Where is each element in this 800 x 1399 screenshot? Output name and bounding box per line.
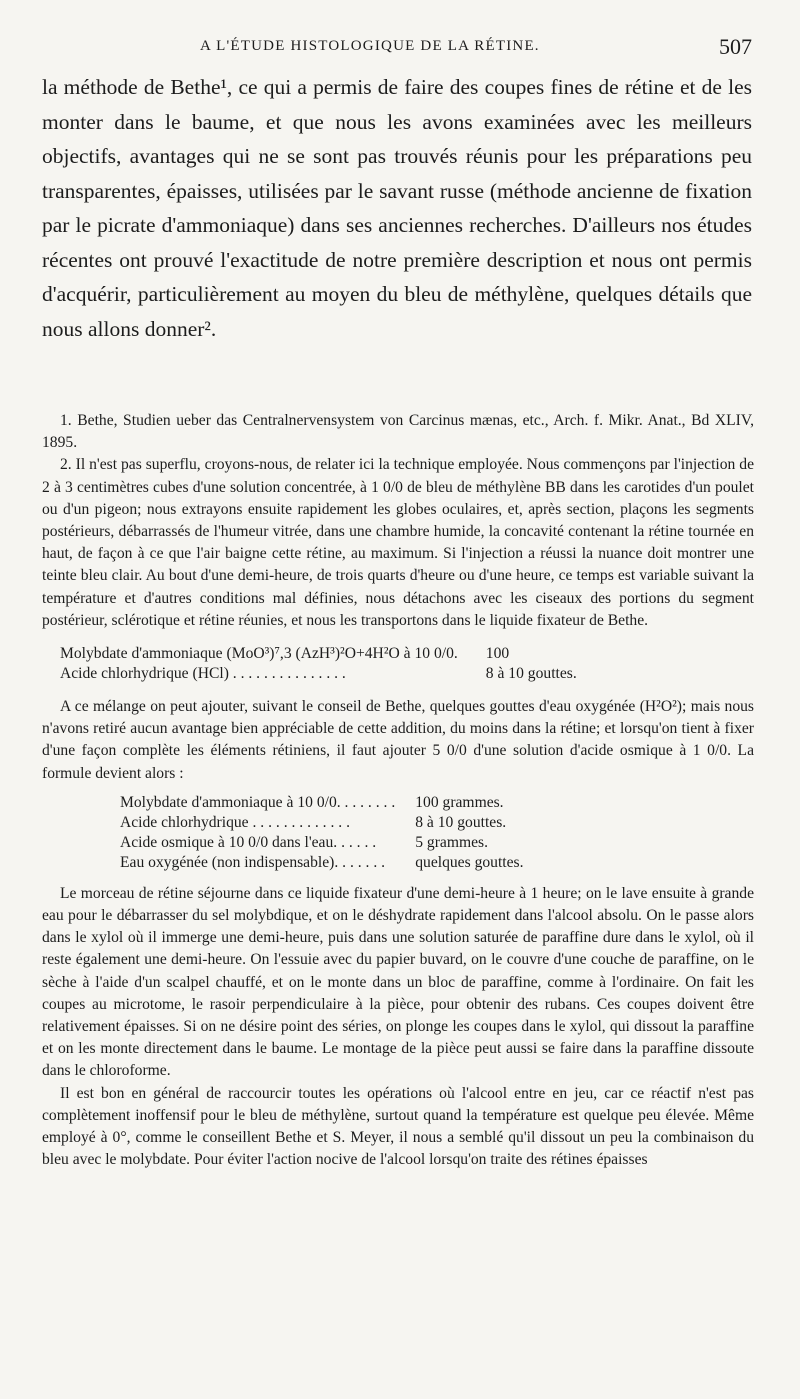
recipe-row xyxy=(120,813,524,833)
recipe-qty: 5 grammes. xyxy=(415,833,488,851)
footnotes xyxy=(42,410,754,1171)
recipe-row xyxy=(120,793,524,813)
recipe-qty: 8 à 10 gouttes. xyxy=(415,813,507,831)
body-paragraph: la méthode de Bethe¹, ce qui a permis de faire des coupes fines de rétine et de les monter dans le baume, et que nous les avons examinées avec les meilleurs objectifs, avantages qui ne se sont pas trouvés réunis pour les préparations peu transparentes, épaisses, utilisées par le savant russe (méthode ancienne de fixation par le picrate d'ammoniaque) dans ses anciennes recherches. D'ailleurs nos études récentes ont prouvé l'exactitude de notre première description et nous ont permis d'acquérir, particulièrement au moyen du bleu de méthylène, quelques détails que nous allons donner². xyxy=(42,75,752,341)
footnote-2-procedure: Le morceau de rétine séjourne dans ce liquide fixateur d'une demi-heure à 1 heure; on le lave ensuite à grande eau pour le débarrasser du sel molybdique, et on le déshydrate rapidement dans l'alcool absolu. On le passe alors dans le xylol où il immerge une demi-heure, puis dans une solution saturée de paraffine dure dans le xylol, où il reste également une demi-heure. On l'essuie avec du papier buvard, on le couvre d'une couche de paraffine, on le sèche à l'aide d'un scalpel chauffé, et on le monte dans un bloc de paraffine, comme à l'ordinaire. On fait les coupes au microtome, le rasoir perpendiculaire à la pièce, pour obtenir des rubans. Ces coupes doivent être relativement épaisses. Si on ne désire point des séries, on plonge les coupes dans le xylol, qui dissout la paraffine et on les monte directement dans le baume. Le montage de la pièce peut aussi se faire dans la paraffine dissoute dans le chloroforme. xyxy=(42,884,754,1080)
footnote-2-intro: 2. Il n'est pas superflu, croyons-nous, de relater ici la technique employée. Nous commençons par l'injection de 2 à 3 centimètres cubes d'une solution concentrée, à 1 0/0 de bleu de méthylène BB dans les carotides d'un poulet ou d'un pigeon; nous extrayons ensuite rapidement les globes oculaires, et, après section, plaçons les segments postérieurs, débarrassés de l'humeur vitrée, dans une chambre humide, la concavité contenant la rétine tournée en haut, de façon à ce que l'air baigne cette rétine, au maximum. Si l'injection a réussi la nuance doit montrer une teinte bleu clair. Au bout d'une demi-heure, de trois quarts d'heure ou d'une heure, ce temps est variable suivant la température et d'autres conditions mal définies, nous détachons avec les ciseaux des portions du segment postérieur, sclérotique et rétine réunies, et nous les transportons dans le liquide fixateur de Bethe. xyxy=(42,456,754,629)
recipe-row xyxy=(120,833,524,853)
footnote-2-alcohol: Il est bon en général de raccourcir toutes les opérations où l'alcool entre en jeu, car ce réactif n'est pas complètement inoffensif pour le bleu de méthylène, surtout quand la température est quelque peu élevée. Même employé à 0°, comme le conseillent Bethe et S. Meyer, il nous a semblé qu'il dissout un peu la combinaison du bleu avec le molybdate. Pour éviter l'action nocive de l'alcool lorsqu'on traite des rétines épaisses xyxy=(42,1084,754,1169)
page-number: 507 xyxy=(719,34,752,59)
recipe-item: Eau oxygénée (non indispensable). . . . . . . xyxy=(120,853,386,871)
running-head xyxy=(40,36,752,62)
recipe-row xyxy=(60,664,577,684)
footnote-1: 1. Bethe, Studien ueber das Centralnervensystem von Carcinus mænas, etc., Arch. f. Mikr. Anat., Bd XLIV, 1895. xyxy=(42,412,754,452)
running-title: A L'ÉTUDE HISTOLOGIQUE DE LA RÉTINE. xyxy=(200,38,540,54)
recipe-qty: 100 xyxy=(485,645,510,663)
recipe-item: Molybdate d'ammoniaque à 10 0/0. . . . . . . . xyxy=(120,793,396,811)
recipe-qty: quelques gouttes. xyxy=(415,853,524,871)
recipe-item: Acide chlorhydrique . . . . . . . . . . . . . xyxy=(120,813,350,831)
footnote-2-addition: A ce mélange on peut ajouter, suivant le conseil de Bethe, quelques gouttes d'eau oxygénée (H²O²); mais nous n'avons retiré aucun avantage bien appréciable de cette addition, du moins dans la rétine; et lorsqu'on tient à fixer d'une façon complète les éléments rétiniens, il faut ajouter 5 0/0 d'une solution d'acide osmique à 1 0/0. La formule devient alors : xyxy=(42,698,754,782)
recipe-row xyxy=(60,644,577,664)
recipe-item: Acide osmique à 10 0/0 dans l'eau. . . . . . xyxy=(120,833,377,851)
fixative-recipe xyxy=(60,644,577,684)
recipe-row xyxy=(120,853,524,873)
recipe-qty: 100 grammes. xyxy=(415,793,504,811)
recipe-item: Acide chlorhydrique (HCl) . . . . . . . . . . . . . . . xyxy=(60,665,346,683)
osmic-recipe xyxy=(120,793,524,873)
recipe-qty: 8 à 10 gouttes. xyxy=(485,665,577,683)
recipe-item: Molybdate d'ammoniaque (MoO³)⁷,3 (AzH³)²O+4H²O à 10 0/0. xyxy=(60,645,458,663)
